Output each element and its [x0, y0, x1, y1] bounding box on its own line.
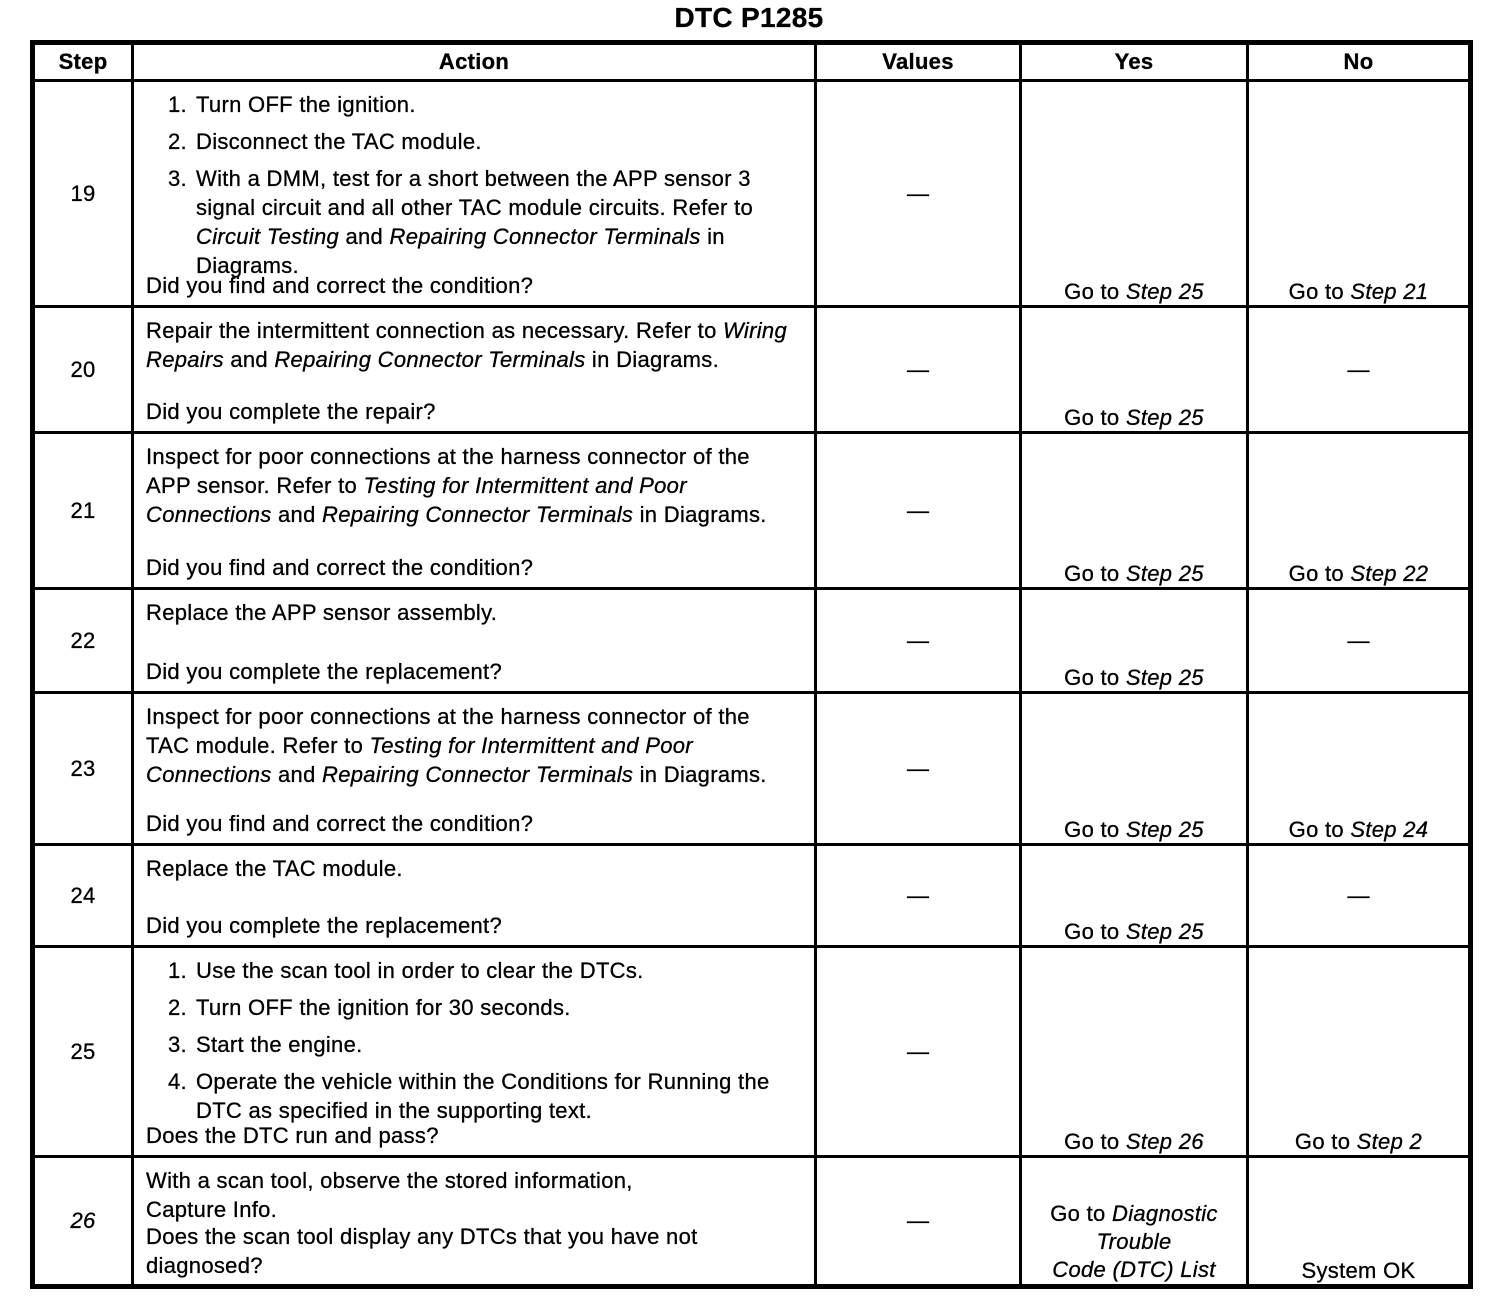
text-segment: Repairing Connector Terminals	[322, 502, 634, 527]
list-item-text	[196, 956, 788, 985]
table-row	[33, 589, 1471, 693]
action-paragraph	[146, 854, 788, 883]
values-cell: —	[816, 693, 1021, 845]
goto-line: Trouble	[1096, 1229, 1172, 1254]
text-segment: Repairing Connector Terminals	[389, 224, 701, 249]
text-segment: in Diagrams.	[633, 762, 767, 787]
action-paragraph	[146, 1166, 788, 1224]
text-segment: Repairing Connector Terminals	[274, 347, 586, 372]
text-segment: Go to	[1288, 561, 1351, 586]
values-cell: —	[816, 589, 1021, 693]
action-question: Did you find and correct the condition?	[146, 273, 534, 298]
page-title: DTC P1285	[674, 2, 824, 33]
yes-cell	[1021, 433, 1248, 589]
text-segment: Turn OFF the ignition for 30 seconds.	[196, 995, 571, 1020]
action-content	[134, 308, 814, 428]
step-cell: 21	[33, 433, 133, 589]
text-segment: Go to	[1064, 279, 1126, 304]
text-segment: Step 22	[1350, 561, 1429, 586]
action-cell	[133, 947, 816, 1157]
text-segment: Step 25	[1125, 817, 1204, 842]
action-cell	[133, 307, 816, 433]
list-item-number: 3.	[168, 166, 187, 191]
yes-cell	[1021, 307, 1248, 433]
text-segment: Go to	[1064, 561, 1126, 586]
list-item	[146, 993, 788, 1022]
action-cell	[133, 845, 816, 947]
table-row	[33, 307, 1471, 433]
table-row	[33, 693, 1471, 845]
action-cell	[133, 589, 816, 693]
text-segment: Step 25	[1125, 561, 1204, 586]
step-cell: 23	[33, 693, 133, 845]
text-segment: With a DMM, test for a short between the APP sensor 3 signal circuit and all other TAC module circuits. Refer to	[196, 166, 754, 220]
list-item-text	[196, 127, 788, 156]
step-cell: 26	[33, 1157, 133, 1287]
text-segment: and	[271, 762, 323, 787]
values-cell: —	[816, 433, 1021, 589]
action-cell	[133, 433, 816, 589]
values-cell: —	[816, 845, 1021, 947]
action-paragraph	[146, 442, 788, 529]
text-segment: Go to	[1064, 665, 1126, 690]
text-segment: Start the engine.	[196, 1032, 363, 1057]
list-item-text	[196, 1030, 788, 1059]
text-segment: in Diagrams.	[585, 347, 720, 372]
list-item-number: 1.	[168, 958, 187, 983]
text-segment: Operate the vehicle within the Conditions for Running the DTC as specified in the supporting text.	[196, 1069, 770, 1123]
list-item	[146, 164, 788, 280]
text-segment: Go to	[1064, 405, 1126, 430]
list-item	[146, 1067, 788, 1125]
table-row	[33, 845, 1471, 947]
header-no: No	[1248, 43, 1471, 81]
action-paragraph	[146, 702, 788, 789]
text-segment: Step 26	[1125, 1129, 1204, 1154]
text-segment: Testing for Intermittent and Poor Connections	[146, 733, 693, 787]
action-question: Did you find and correct the condition?	[146, 811, 534, 836]
text-segment: Replace the APP sensor assembly.	[146, 600, 498, 625]
action-cell	[133, 1157, 816, 1287]
text-segment: Disconnect the TAC module.	[196, 129, 482, 154]
action-list	[146, 956, 788, 1125]
text-segment: Go to	[1294, 1129, 1357, 1154]
no-cell	[1248, 1157, 1471, 1287]
action-content	[134, 82, 814, 302]
step-cell: 20	[33, 307, 133, 433]
action-content	[134, 434, 814, 584]
header-action: Action	[133, 43, 816, 81]
action-cell	[133, 81, 816, 307]
text-segment: Repairing Connector Terminals	[322, 762, 634, 787]
action-cell	[133, 693, 816, 845]
text-segment: Replace the TAC module.	[146, 856, 403, 881]
text-segment: Testing for Intermittent and Poor Connections	[146, 473, 687, 527]
table-row	[33, 1157, 1471, 1287]
values-cell: —	[816, 81, 1021, 307]
table-row	[33, 81, 1471, 307]
action-content	[134, 846, 814, 942]
yes-cell	[1021, 589, 1248, 693]
text-segment: in Diagrams.	[196, 224, 725, 278]
list-item-number: 2.	[168, 129, 187, 154]
goto-line: Code (DTC) List	[1052, 1257, 1216, 1282]
text-segment: and	[223, 347, 275, 372]
text-segment: With a scan tool, observe the stored information,	[146, 1168, 633, 1193]
no-cell	[1248, 947, 1471, 1157]
no-cell: —	[1248, 589, 1471, 693]
text-segment: Go to	[1064, 919, 1126, 944]
text-segment: in Diagrams.	[633, 502, 767, 527]
action-question: Did you complete the replacement?	[146, 659, 502, 684]
text-segment: Step 24	[1350, 817, 1429, 842]
text-segment: Inspect for poor connections at the harness connector of the APP sensor. Refer to	[146, 444, 750, 498]
text-segment: Inspect for poor connections at the harness connector of the TAC module. Refer to	[146, 704, 750, 758]
list-item-number: 2.	[168, 995, 187, 1020]
list-item-number: 1.	[168, 92, 187, 117]
action-content	[134, 590, 814, 688]
header-step: Step	[33, 43, 133, 81]
values-cell: —	[816, 1157, 1021, 1287]
table-header-row	[33, 43, 1471, 81]
table-row	[33, 433, 1471, 589]
yes-cell	[1021, 81, 1248, 307]
text-segment: Turn OFF the ignition.	[196, 92, 416, 117]
values-cell: —	[816, 947, 1021, 1157]
goto-line	[1022, 1200, 1246, 1228]
text-segment: Go to	[1050, 1201, 1112, 1226]
list-item	[146, 127, 788, 156]
header-values: Values	[816, 43, 1021, 81]
text-segment: Circuit Testing	[196, 224, 340, 249]
list-item-text	[196, 993, 788, 1022]
no-cell	[1248, 693, 1471, 845]
yes-cell	[1021, 845, 1248, 947]
text-segment: Step 21	[1350, 279, 1429, 304]
text-segment: Capture Info.	[146, 1197, 278, 1222]
yes-cell	[1021, 1157, 1248, 1287]
no-cell: —	[1248, 307, 1471, 433]
step-cell: 25	[33, 947, 133, 1157]
action-question: Did you complete the repair?	[146, 399, 436, 424]
text-segment: Go to	[1064, 1129, 1126, 1154]
action-content	[134, 694, 814, 840]
text-segment: Step 25	[1125, 405, 1204, 430]
text-segment: Diagnostic	[1112, 1201, 1218, 1226]
text-segment: Step 25	[1125, 919, 1204, 944]
text-segment: Go to	[1288, 279, 1351, 304]
action-content	[134, 1158, 814, 1282]
list-item-number: 4.	[168, 1069, 187, 1094]
action-paragraph	[146, 598, 788, 627]
header-yes: Yes	[1021, 43, 1248, 81]
text-segment: Step 25	[1125, 279, 1204, 304]
list-item-number: 3.	[168, 1032, 187, 1057]
table-row	[33, 947, 1471, 1157]
action-question: Does the scan tool display any DTCs that you have not diagnosed?	[146, 1224, 698, 1278]
step-cell: 24	[33, 845, 133, 947]
yes-cell	[1021, 693, 1248, 845]
action-question: Did you find and correct the condition?	[146, 555, 534, 580]
action-content	[134, 948, 814, 1152]
action-list	[146, 90, 788, 280]
text-segment: Repair the intermittent connection as necessary. Refer to	[146, 318, 724, 343]
text-segment: Wiring Repairs	[146, 318, 787, 372]
text-segment: System OK	[1301, 1258, 1416, 1283]
list-item-text	[196, 164, 788, 280]
list-item	[146, 1030, 788, 1059]
step-cell: 19	[33, 81, 133, 307]
dtc-diagnostic-table	[30, 40, 1473, 1289]
step-cell: 22	[33, 589, 133, 693]
text-segment: and	[271, 502, 323, 527]
text-segment: Go to	[1064, 817, 1126, 842]
values-cell: —	[816, 307, 1021, 433]
yes-cell	[1021, 947, 1248, 1157]
no-cell	[1248, 433, 1471, 589]
no-cell: —	[1248, 845, 1471, 947]
action-question: Did you complete the replacement?	[146, 913, 502, 938]
no-cell	[1248, 81, 1471, 307]
list-item-text	[196, 90, 788, 119]
list-item	[146, 956, 788, 985]
action-question: Does the DTC run and pass?	[146, 1123, 439, 1148]
list-item-text	[196, 1067, 788, 1125]
text-segment: and	[339, 224, 390, 249]
text-segment: Use the scan tool in order to clear the DTCs.	[196, 958, 644, 983]
text-segment: Step 25	[1125, 665, 1204, 690]
text-segment: Go to	[1288, 817, 1351, 842]
text-segment: Step 2	[1356, 1129, 1423, 1154]
action-paragraph	[146, 316, 788, 374]
list-item	[146, 90, 788, 119]
